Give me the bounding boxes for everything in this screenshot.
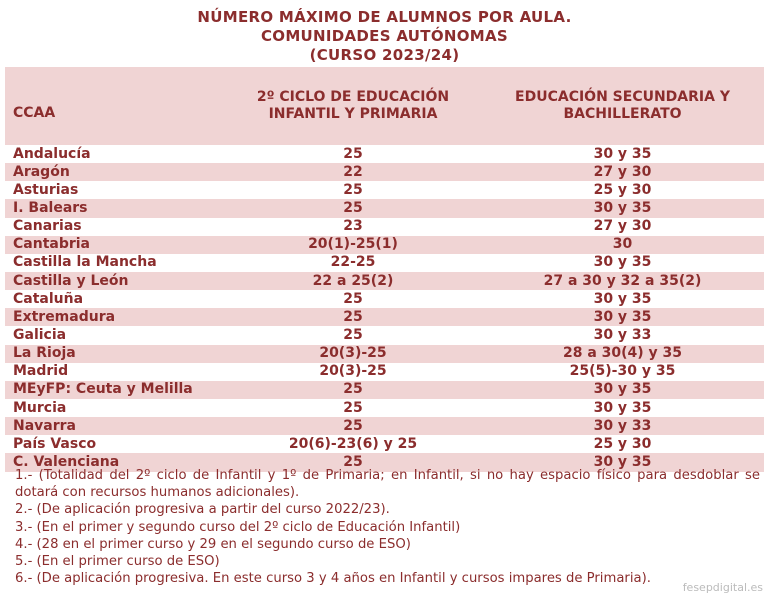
cell-secundaria-bachillerato: 30 y 35	[593, 453, 652, 470]
table-header	[5, 67, 764, 145]
title-line-2: COMUNIDADES AUTÓNOMAS	[260, 27, 509, 45]
cell-ccaa: Extremadura	[13, 308, 116, 325]
table-row	[5, 145, 764, 163]
cell-infantil-primaria: 20(3)-25	[319, 363, 387, 380]
cell-ccaa: Madrid	[13, 363, 69, 380]
ratio-table	[5, 67, 764, 472]
cell-secundaria-bachillerato: 25 y 30	[593, 435, 652, 452]
cell-ccaa: País Vasco	[13, 435, 97, 452]
cell-ccaa: Castilla y León	[13, 272, 129, 289]
table-row	[5, 218, 764, 236]
cell-ccaa: Cantabria	[13, 236, 90, 253]
table-row	[5, 435, 764, 453]
footnote-4: 4.- (28 en el primer curso y 29 en el segundo curso de ESO)	[15, 536, 411, 552]
cell-secundaria-bachillerato: 28 a 30(4) y 35	[562, 345, 683, 362]
table-row	[5, 381, 764, 399]
table-row	[5, 345, 764, 363]
table-row	[5, 399, 764, 417]
footnote-3: 3.- (En el primer y segundo curso del 2º ciclo de Educación Infantil)	[15, 519, 461, 535]
cell-ccaa: Galicia	[13, 326, 67, 343]
watermark: fesepdigital.es	[682, 581, 763, 594]
cell-ccaa: Murcia	[13, 399, 67, 416]
cell-infantil-primaria: 22-25	[330, 254, 376, 271]
cell-infantil-primaria: 25	[343, 290, 363, 307]
table-body	[5, 145, 764, 472]
table-row	[5, 326, 764, 344]
footnotes	[15, 467, 760, 587]
cell-infantil-primaria: 25	[343, 417, 363, 434]
table-row	[5, 254, 764, 272]
cell-ccaa: Aragón	[13, 163, 70, 180]
cell-ccaa: Asturias	[13, 181, 79, 198]
cell-ccaa: Andalucía	[13, 145, 91, 162]
cell-secundaria-bachillerato: 30 y 35	[593, 199, 652, 216]
cell-secundaria-bachillerato: 27 y 30	[593, 218, 652, 235]
cell-secundaria-bachillerato: 30	[612, 236, 633, 253]
cell-ccaa: I. Balears	[13, 199, 88, 216]
cell-ccaa: Navarra	[13, 417, 76, 434]
table-row	[5, 199, 764, 217]
cell-infantil-primaria: 23	[343, 218, 363, 235]
cell-infantil-primaria: 22 a 25(2)	[312, 272, 394, 289]
cell-infantil-primaria: 20(1)-25(1)	[308, 236, 398, 253]
cell-infantil-primaria: 22	[343, 163, 363, 180]
cell-secundaria-bachillerato: 30 y 33	[593, 417, 652, 434]
cell-secundaria-bachillerato: 30 y 35	[593, 381, 652, 398]
header-ccaa: CCAA	[13, 104, 56, 121]
page-title	[0, 0, 769, 65]
title-line-1: NÚMERO MÁXIMO DE ALUMNOS POR AULA.	[197, 8, 572, 26]
cell-secundaria-bachillerato: 30 y 35	[593, 308, 652, 325]
cell-ccaa: C. Valenciana	[13, 453, 120, 470]
cell-infantil-primaria: 20(3)-25	[319, 345, 387, 362]
cell-secundaria-bachillerato: 30 y 35	[593, 399, 652, 416]
table-row	[5, 417, 764, 435]
cell-infantil-primaria: 25	[343, 381, 363, 398]
table-row	[5, 163, 764, 181]
table-row	[5, 363, 764, 381]
cell-ccaa: Canarias	[13, 218, 82, 235]
table-row	[5, 272, 764, 290]
header-infantil-primaria: 2º CICLO DE EDUCACIÓN INFANTIL Y PRIMARIA	[256, 89, 450, 122]
header-secundaria-bachillerato: EDUCACIÓN SECUNDARIA Y BACHILLERATO	[515, 89, 730, 122]
cell-secundaria-bachillerato: 27 a 30 y 32 a 35(2)	[543, 272, 702, 289]
cell-infantil-primaria: 25	[343, 181, 363, 198]
footnote-6: 6.- (De aplicación progresiva. En este curso 3 y 4 años en Infantil y cursos impares de Primaria).	[15, 571, 651, 587]
cell-infantil-primaria: 25	[343, 199, 363, 216]
cell-infantil-primaria: 20(6)-23(6) y 25	[288, 435, 418, 452]
cell-infantil-primaria: 25	[343, 326, 363, 343]
cell-secundaria-bachillerato: 30 y 35	[593, 290, 652, 307]
cell-infantil-primaria: 25	[343, 399, 363, 416]
cell-secundaria-bachillerato: 30 y 35	[593, 145, 652, 162]
cell-ccaa: La Rioja	[13, 345, 76, 362]
ratio-table-container	[5, 67, 764, 472]
cell-infantil-primaria: 25	[343, 308, 363, 325]
title-line-3: (CURSO 2023/24)	[309, 46, 460, 64]
cell-secundaria-bachillerato: 25(5)-30 y 35	[569, 363, 676, 380]
cell-ccaa: Cataluña	[13, 290, 84, 307]
cell-secundaria-bachillerato: 30 y 35	[593, 254, 652, 271]
table-row	[5, 290, 764, 308]
cell-ccaa: MEyFP: Ceuta y Melilla	[13, 381, 193, 398]
cell-secundaria-bachillerato: 30 y 33	[593, 326, 652, 343]
header-row	[5, 67, 764, 145]
cell-secundaria-bachillerato: 27 y 30	[593, 163, 652, 180]
table-row	[5, 236, 764, 254]
cell-infantil-primaria: 25	[343, 145, 363, 162]
cell-secundaria-bachillerato: 25 y 30	[593, 181, 652, 198]
table-row	[5, 181, 764, 199]
footnote-2: 2.- (De aplicación progresiva a partir del curso 2022/23).	[15, 502, 390, 518]
footnote-1: 1.- (Totalidad del 2º ciclo de Infantil y 1º de Primaria; en Infantil, si no hay espacio físico para desdoblar se dotará con recursos humanos adicionales).	[15, 468, 760, 501]
footnote-5: 5.- (En el primer curso de ESO)	[15, 554, 220, 570]
cell-ccaa: Castilla la Mancha	[13, 254, 157, 271]
cell-infantil-primaria: 25	[343, 453, 363, 470]
table-row	[5, 308, 764, 326]
